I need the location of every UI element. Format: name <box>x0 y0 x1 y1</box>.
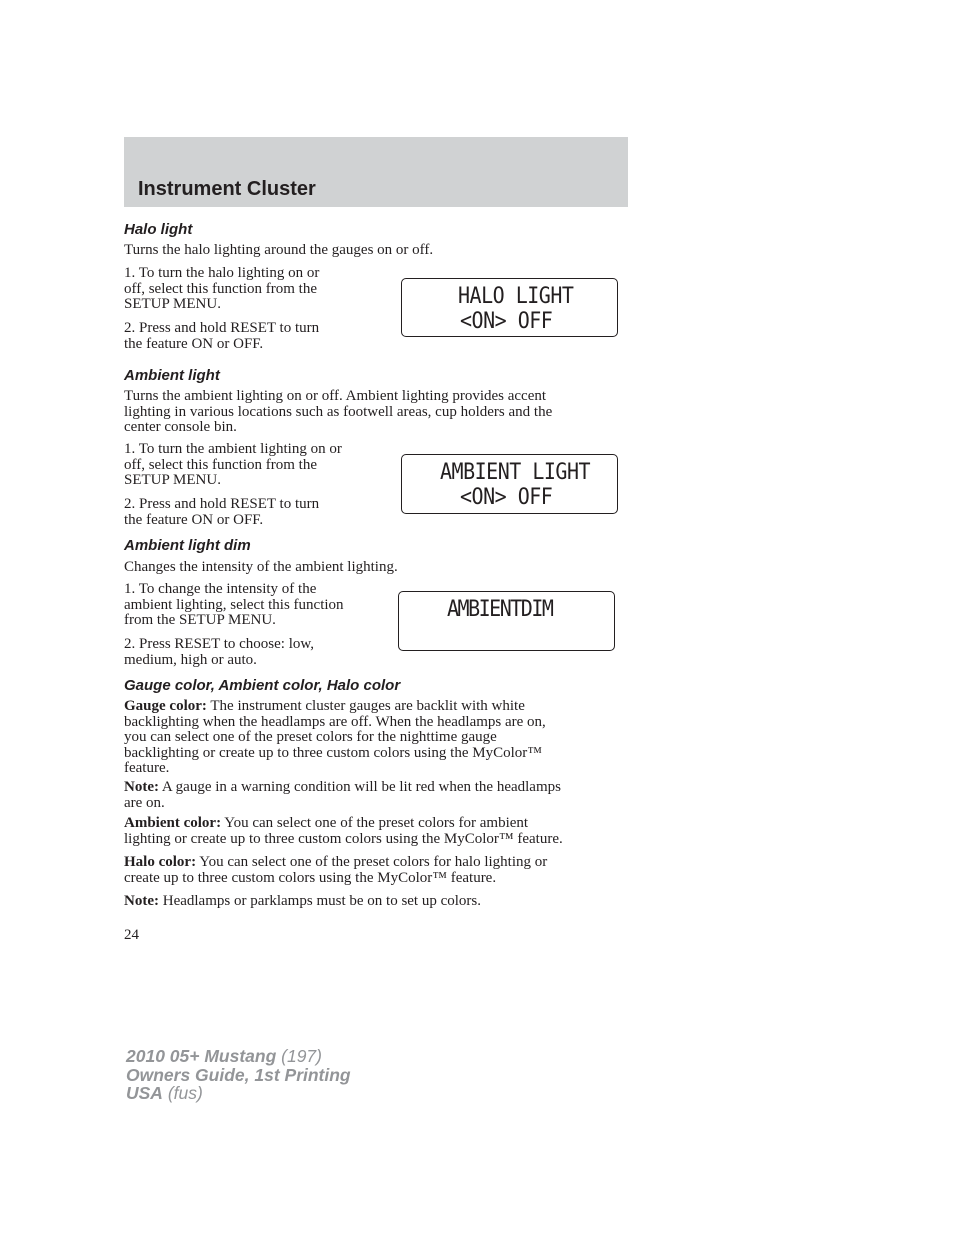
ambient-light-step-1 <box>124 442 342 489</box>
text-line: medium, high or auto. <box>124 651 257 668</box>
note-label: Note: <box>124 779 159 795</box>
display-line-2: <ON> OFF <box>460 483 553 510</box>
text-line: lighting in various locations such as footwell areas, cup holders and the <box>124 403 553 420</box>
text-line: off, select this function from the <box>124 456 318 473</box>
footer-model: 2010 05+ Mustang <box>126 1046 277 1066</box>
halo-light-intro: Turns the halo lighting around the gauges on or off. <box>124 242 434 258</box>
footer-model-code: (197) <box>276 1046 322 1066</box>
display-line-2: <ON> OFF <box>460 307 553 334</box>
halo-light-step-1 <box>124 266 319 313</box>
note-headlamps-paragraph <box>124 894 481 910</box>
ambient-color-label: Ambient color: <box>124 815 222 831</box>
text-line: A gauge in a warning condition will be lit red when the headlamps <box>158 779 561 795</box>
text-line: Turns the ambient lighting on or off. Ambient lighting provides accent <box>124 388 547 404</box>
text-line: 2. Press and hold RESET to turn <box>124 320 320 336</box>
text-line: off, select this function from the <box>124 280 318 297</box>
text-line: SETUP MENU. <box>124 472 221 488</box>
text-line: SETUP MENU. <box>124 296 221 312</box>
text-line: The instrument cluster gauges are backlit with white <box>206 698 525 714</box>
text-line: feature. <box>124 760 170 776</box>
halo-color-paragraph <box>124 855 547 886</box>
text-line: 1. To change the intensity of the <box>124 581 317 597</box>
text-line: backlighting when the headlamps are off. When the headlamps are on, <box>124 713 546 730</box>
text-line: you can select one of the preset colors for the nighttime gauge <box>124 729 497 745</box>
halo-color-label: Halo color: <box>124 854 197 870</box>
text-line: 1. To turn the halo lighting on or <box>124 265 320 281</box>
colors-heading: Gauge color, Ambient color, Halo color <box>124 677 401 694</box>
ambient-dim-step-1 <box>124 582 344 629</box>
display-line-1: AMBIENT LIGHT <box>440 458 591 485</box>
text-line: You can select one of the preset colors for halo lighting or <box>196 854 548 870</box>
text-line: the feature ON or OFF. <box>124 511 264 528</box>
text-line: 2. Press RESET to choose: low, <box>124 636 314 652</box>
text-line: 1. To turn the ambient lighting on or <box>124 441 342 457</box>
gauge-color-label: Gauge color: <box>124 698 207 714</box>
footer-market-code: (fus) <box>162 1083 203 1103</box>
ambient-light-heading: Ambient light <box>124 367 220 384</box>
display-line-1: AMBIENTDIM <box>447 595 553 622</box>
text-line: from the SETUP MENU. <box>124 612 276 628</box>
ambient-dim-intro: Changes the intensity of the ambient lighting. <box>124 559 398 575</box>
halo-light-step-2 <box>124 321 319 352</box>
text-line: the feature ON or OFF. <box>124 335 264 352</box>
ambient-dim-step-2 <box>124 637 314 668</box>
text-line: create up to three custom colors using the MyColor™ feature. <box>124 869 497 886</box>
gauge-color-paragraph <box>124 699 546 777</box>
text-line: Headlamps or parklamps must be on to set up colors. <box>158 893 482 909</box>
note-warning-paragraph <box>124 780 561 811</box>
halo-light-display <box>401 278 618 337</box>
page-number: 24 <box>124 927 139 943</box>
halo-light-heading: Halo light <box>124 221 193 238</box>
document-footer <box>126 1047 351 1103</box>
text-line: 2. Press and hold RESET to turn <box>124 496 320 512</box>
footer-market: USA <box>126 1083 163 1103</box>
text-line: center console bin. <box>124 419 237 435</box>
text-line: You can select one of the preset colors for ambient <box>221 815 529 831</box>
text-line: are on. <box>124 794 165 811</box>
ambient-dim-display <box>398 591 615 651</box>
ambient-light-step-2 <box>124 497 319 528</box>
note-label: Note: <box>124 893 159 909</box>
footer-guide: Owners Guide, 1st Printing <box>126 1064 351 1085</box>
text-line: lighting or create up to three custom colors using the MyColor™ feature. <box>124 830 563 847</box>
ambient-dim-heading: Ambient light dim <box>124 537 251 554</box>
section-title: Instrument Cluster <box>138 178 316 200</box>
ambient-color-paragraph <box>124 816 563 847</box>
text-line: ambient lighting, select this function <box>124 596 344 613</box>
text-line: backlighting or create up to three custom colors using the MyColor™ <box>124 744 542 761</box>
display-line-1: HALO LIGHT <box>458 282 574 309</box>
ambient-light-display <box>401 454 618 514</box>
section-header-band <box>124 137 628 207</box>
ambient-light-intro <box>124 389 552 436</box>
